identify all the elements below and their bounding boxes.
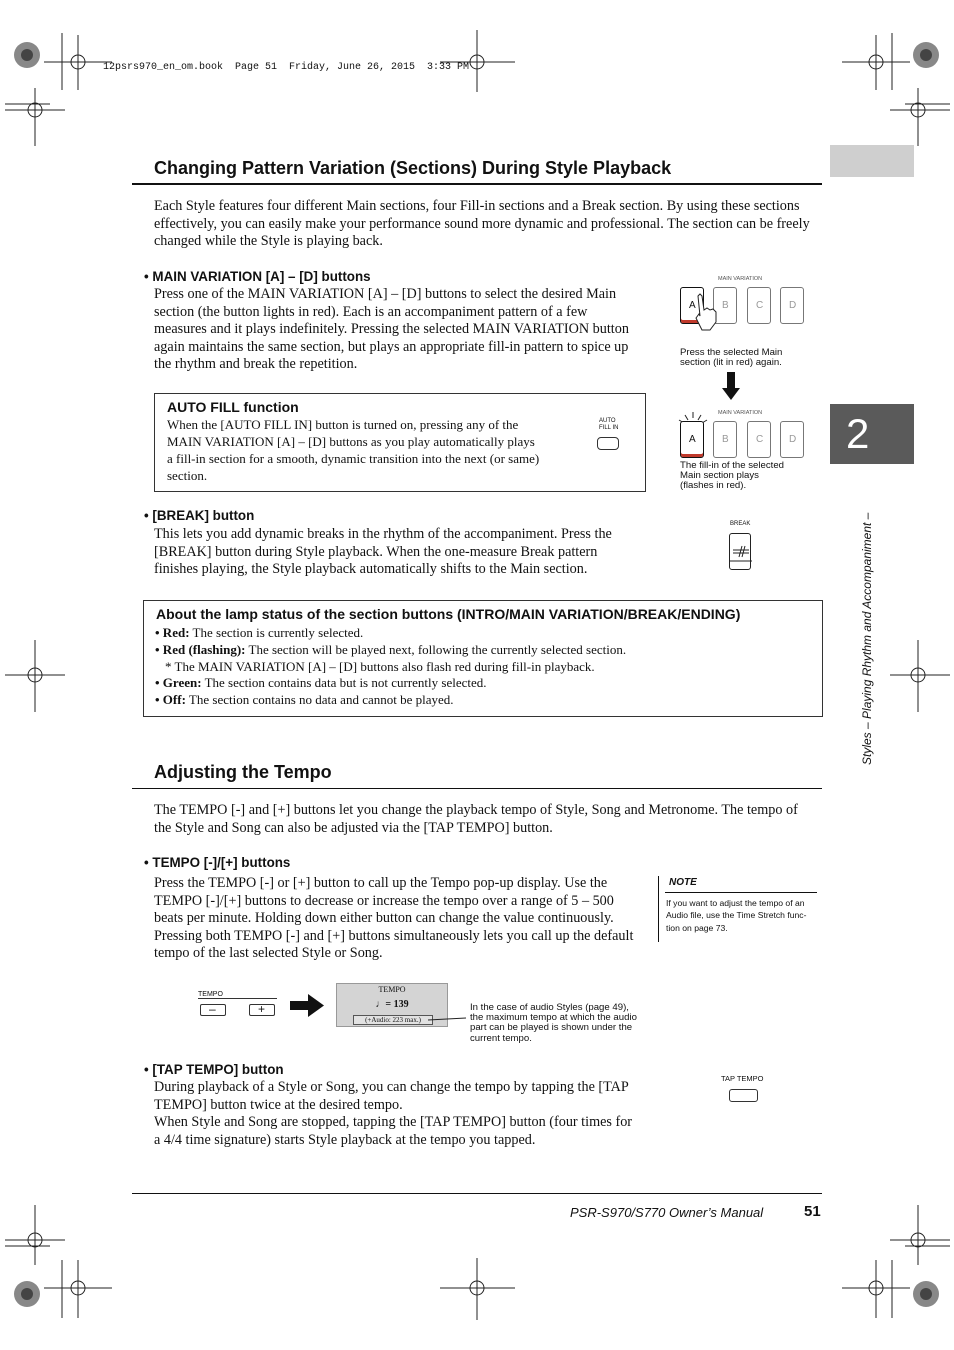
section1-title: Changing Pattern Variation (Sections) During Style Playback	[154, 158, 672, 178]
variation-button-d-2[interactable]	[780, 421, 804, 458]
lamp-desc: The section will be played next, following the currently selected section.	[245, 641, 627, 657]
caption-line: Main section plays	[680, 470, 759, 482]
section1-rule	[132, 183, 822, 185]
lamp-desc: The section is currently selected.	[189, 625, 364, 640]
text-line: section (the button lights in red). Each is an accompaniment pattern of a few	[154, 303, 588, 320]
variation-button-c[interactable]	[747, 287, 771, 324]
text-line: section.	[167, 468, 208, 483]
note-rule	[665, 892, 817, 893]
main-variation-heading: • MAIN VARIATION [A] – [D] buttons	[144, 269, 371, 284]
pointing-hand-icon	[692, 292, 732, 332]
auto-label-line: AUTO	[599, 418, 616, 424]
variation-button-b-2[interactable]	[713, 421, 737, 458]
note-block	[658, 876, 819, 942]
break-symbol-icon	[730, 534, 752, 571]
auto-fill-box	[154, 393, 646, 492]
text-line: Press one of the MAIN VARIATION [A] – [D] buttons to select the desired Main	[154, 286, 617, 302]
text-line: again maintains the same section, but plays an appropriate fill-in pattern to spice up	[154, 338, 629, 355]
auto-fill-text	[167, 416, 567, 484]
panel-label-top: MAIN VARIATION	[718, 276, 763, 282]
button-letter: C	[756, 434, 764, 445]
note-line: Audio file, use the Time Stretch func-	[666, 910, 807, 921]
intro-line: The TEMPO [-] and [+] buttons let you change the playback tempo of Style, Song and Metronome. The tempo of	[154, 802, 798, 818]
break-label: BREAK	[730, 521, 751, 527]
text-line: During playback of a Style or Song, you can change the tempo by tapping the [TAP	[154, 1079, 629, 1095]
intro-line: effectively, you can easily make your performance sound more dynamic and professional. The section can be freely	[154, 215, 810, 232]
tempo-diagram-caption	[470, 1003, 660, 1044]
button-letter: D	[789, 434, 797, 445]
lamp-desc: The section contains no data and cannot be played.	[185, 692, 454, 708]
note-text	[666, 897, 818, 934]
lamp-term: • Red (flashing):	[155, 641, 246, 657]
tempo-plus-button[interactable]	[249, 1004, 275, 1016]
caption-line: the maximum tempo at which the audio	[470, 1012, 637, 1024]
fill-in-label-line: FILL IN	[599, 425, 619, 431]
caption-line: section (lit in red) again.	[680, 357, 782, 369]
lamp-desc: * The MAIN VARIATION [A] – [D] buttons also flash red during fill-in playback.	[165, 658, 595, 674]
note-label: NOTE	[669, 877, 697, 888]
tempo-panel-label: TEMPO	[198, 991, 223, 998]
panel-label-bottom: MAIN VARIATION	[718, 410, 763, 416]
tap-tempo-label: TAP TEMPO	[721, 1074, 764, 1083]
caption-press-again	[680, 348, 820, 368]
text-line: [BREAK] button during Style playback. When the one-measure Break pattern	[154, 543, 598, 560]
top-gray-tab	[830, 145, 914, 177]
display-tempo-value: ♩= 139	[375, 999, 409, 1010]
tap-tempo-heading: • [TAP TEMPO] button	[144, 1062, 284, 1077]
intro-line: the Style and Song can also be adjusted via the [TAP TEMPO] button.	[154, 819, 553, 836]
caption-line: Press the selected Main	[680, 347, 783, 358]
section2-rule	[132, 788, 822, 789]
tempo-minus-button[interactable]	[200, 1004, 226, 1016]
chapter-number: 2	[846, 410, 870, 457]
lamp-desc: The section contains data but is not currently selected.	[201, 675, 487, 691]
main-variation-text	[154, 286, 654, 374]
tempo-buttons-text	[154, 875, 654, 963]
lamp-item-red-flashing	[155, 642, 805, 659]
display-audio-max: (+Audio: 223 max.)	[353, 1015, 433, 1025]
text-line: beats per minute. Holding down either button can change the value continuously.	[154, 910, 614, 927]
auto-fill-in-button[interactable]	[597, 437, 619, 450]
auto-fill-label	[599, 418, 618, 432]
side-running-text: Styles – Playing Rhythm and Accompaniment –	[860, 512, 874, 765]
footer-manual-title: PSR-S970/S770 Owner’s Manual	[570, 1205, 764, 1220]
lamp-status-title: About the lamp status of the section buttons (INTRO/MAIN VARIATION/BREAK/ENDING)	[156, 606, 741, 622]
tempo-panel-rule	[198, 998, 277, 999]
break-text	[154, 526, 654, 579]
section2-title: Adjusting the Tempo	[154, 762, 332, 782]
text-line: measures and it plays indefinitely. Pressing the selected MAIN VARIATION button	[154, 321, 629, 338]
minus-icon: –	[209, 1002, 216, 1016]
note-line: If you want to adjust the tempo of an	[666, 898, 805, 908]
text-line: tempo of the last selected Style or Song.	[154, 945, 383, 962]
caption-line: (flashes in red).	[680, 480, 747, 492]
file-stamp: 12psrs970_en_om.book Page 51 Friday, June 26, 2015 3:33 PM	[103, 62, 470, 73]
button-letter: B	[722, 300, 729, 311]
chapter-tab	[830, 404, 914, 464]
text-line: finishes playing, the Style playback automatically shifts to the Main section.	[154, 561, 588, 578]
text-line: When the [AUTO FILL IN] button is turned on, pressing any of the	[167, 417, 519, 432]
footer-page-number: 51	[804, 1203, 821, 1220]
note-line: tion on page 73.	[666, 922, 728, 933]
lamp-item-off	[155, 692, 805, 709]
intro-line: Each Style features four different Main sections, four Fill-in sections and a Break section. By using these sections	[154, 198, 800, 214]
variation-button-a-flashing[interactable]	[680, 421, 704, 458]
lamp-term: • Red:	[155, 625, 190, 640]
variation-button-c-2[interactable]	[747, 421, 771, 458]
text-line: Press the TEMPO [-] or [+] button to call up the Tempo pop-up display. Use the	[154, 875, 608, 891]
text-line: TEMPO] button twice at the desired tempo.	[154, 1096, 403, 1113]
caption-line: The fill-in of the selected	[680, 460, 784, 471]
lamp-item-note	[155, 659, 805, 676]
lamp-status-list	[155, 625, 805, 709]
text-line: This lets you add dynamic breaks in the rhythm of the accompaniment. Press the	[154, 526, 612, 542]
tap-tempo-text	[154, 1079, 654, 1149]
text-line: TEMPO [-]/[+] buttons to decrease or increase the tempo over a range of 5 – 500	[154, 892, 614, 909]
text-line: When Style and Song are stopped, tapping the [TAP TEMPO] button (four times for	[154, 1114, 633, 1131]
lamp-item-red	[155, 625, 805, 642]
variation-button-d[interactable]	[780, 287, 804, 324]
caption-line: part can be played is shown under the	[470, 1022, 633, 1034]
text-line: the rhythm and break the repetition.	[154, 356, 358, 373]
caption-fill-in	[680, 461, 820, 492]
right-arrow-icon	[290, 994, 326, 1018]
section2-intro	[154, 802, 824, 837]
button-letter: D	[789, 300, 797, 311]
break-heading: • [BREAK] button	[144, 508, 255, 523]
main-variation-diagram	[672, 270, 822, 500]
button-letter: B	[722, 434, 729, 445]
caption-line: current tempo.	[470, 1032, 532, 1044]
lamp-term: • Off:	[155, 692, 186, 708]
plus-icon: +	[258, 1002, 266, 1016]
button-letter: A	[689, 300, 696, 311]
caption-line: In the case of audio Styles (page 49),	[470, 1002, 629, 1013]
text-line: Pressing both TEMPO [-] and [+] buttons simultaneously lets you call up the default	[154, 927, 634, 944]
callout-line	[428, 1013, 468, 1023]
auto-fill-title: AUTO FILL function	[167, 399, 299, 415]
text-line: a 4/4 time signature) starts Style playback at the tempo you tapped.	[154, 1131, 536, 1148]
button-letter: C	[756, 300, 764, 311]
display-title: TEMPO	[378, 985, 406, 994]
lamp-status-box	[143, 600, 823, 717]
intro-line: changed while the Style is playing back.	[154, 233, 383, 250]
section1-intro	[154, 198, 824, 251]
lamp-term: • Green:	[155, 675, 202, 691]
break-button[interactable]	[729, 533, 751, 570]
footer-rule	[132, 1193, 822, 1194]
text-line: a fill-in section for a smooth, dynamic transition into the next (or same)	[167, 451, 540, 466]
text-line: MAIN VARIATION [A] – [D] buttons as you play automatically plays	[167, 434, 535, 449]
down-arrow-icon	[722, 372, 742, 402]
tap-tempo-button[interactable]	[729, 1089, 758, 1102]
button-letter: A	[689, 434, 696, 445]
lamp-item-green	[155, 675, 805, 692]
tempo-buttons-heading: • TEMPO [-]/[+] buttons	[144, 855, 291, 870]
